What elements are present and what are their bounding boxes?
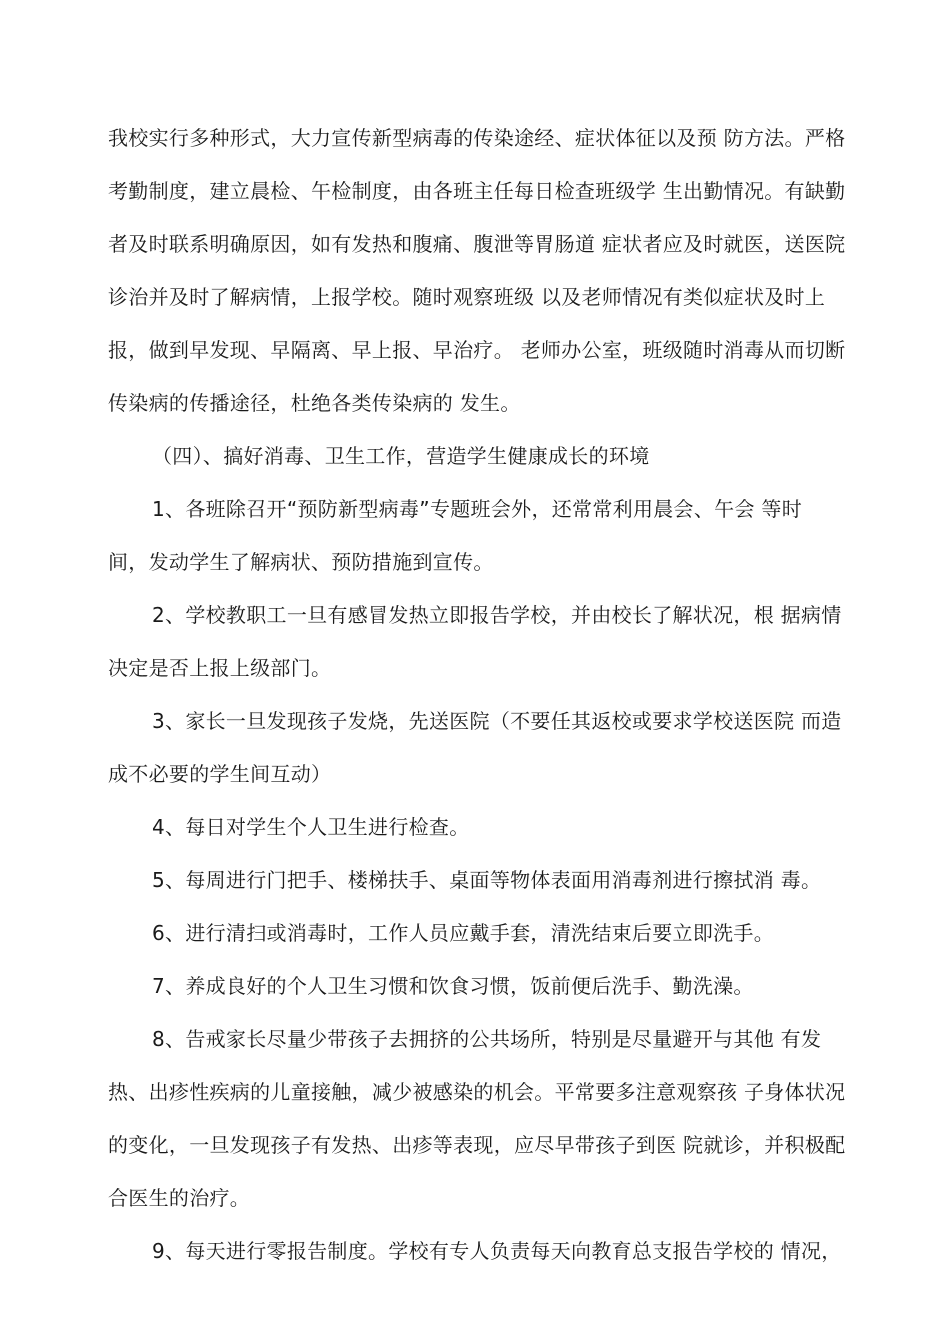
paragraph-line: 者及时联系明确原因，如有发热和腹痛、腹泄等胃肠道 症状者应及时就医，送医院	[108, 232, 846, 256]
list-item-line: 9、每天进行零报告制度。学校有专人负责每天向教育总支报告学校的 情况，	[152, 1239, 842, 1263]
section-heading: （四）、搞好消毒、卫生工作，营造学生健康成长的环境	[152, 444, 650, 468]
paragraph-line: 考勤制度，建立晨检、午检制度，由各班主任每日检查班级学 生出勤情况。有缺勤	[108, 179, 846, 203]
list-item-line: 7、养成良好的个人卫生习惯和饮食习惯，饭前便后洗手、勤洗澡。	[152, 974, 754, 998]
list-item-line: 1、各班除召开“预防新型病毒”专题班会外，还常常利用晨会、午会 等时	[152, 497, 803, 521]
paragraph-line: 我校实行多种形式，大力宣传新型病毒的传染途经、症状体征以及预 防方法。严格	[108, 126, 846, 150]
list-item-line: 热、出疹性疾病的儿童接触，减少被感染的机会。平常要多注意观察孩 子身体状况	[108, 1080, 846, 1104]
list-item-line: 5、每周进行门把手、楼梯扶手、桌面等物体表面用消毒剂进行擦拭消 毒。	[152, 868, 822, 892]
paragraph-line: 诊治并及时了解病情，上报学校。随时观察班级 以及老师情况有类似症状及时上	[108, 285, 826, 309]
list-item-line: 决定是否上报上级部门。	[108, 656, 332, 680]
list-item-line: 的变化，一旦发现孩子有发热、出疹等表现，应尽早带孩子到医 院就诊，并积极配	[108, 1133, 846, 1157]
list-item-line: 2、学校教职工一旦有感冒发热立即报告学校，并由校长了解状况，根 据病情	[152, 603, 842, 627]
list-item-line: 成不必要的学生间互动）	[108, 762, 332, 786]
list-item-line: 合医生的治疗。	[108, 1186, 251, 1210]
list-item-line: 间，发动学生了解病状、预防措施到宣传。	[108, 550, 494, 574]
list-item-line: 3、家长一旦发现孩子发烧，先送医院（不要任其返校或要求学校送医院 而造	[152, 709, 842, 733]
list-item-line: 6、进行清扫或消毒时，工作人员应戴手套，清洗结束后要立即洗手。	[152, 921, 775, 945]
list-item-line: 8、告戒家长尽量少带孩子去拥挤的公共场所，特别是尽量避开与其他 有发	[152, 1027, 822, 1051]
paragraph-line: 报，做到早发现、早隔离、早上报、早治疗。 老师办公室，班级随时消毒从而切断	[108, 338, 846, 362]
list-item-line: 4、每日对学生个人卫生进行检查。	[152, 815, 470, 839]
paragraph-line: 传染病的传播途径，杜绝各类传染病的 发生。	[108, 391, 521, 415]
